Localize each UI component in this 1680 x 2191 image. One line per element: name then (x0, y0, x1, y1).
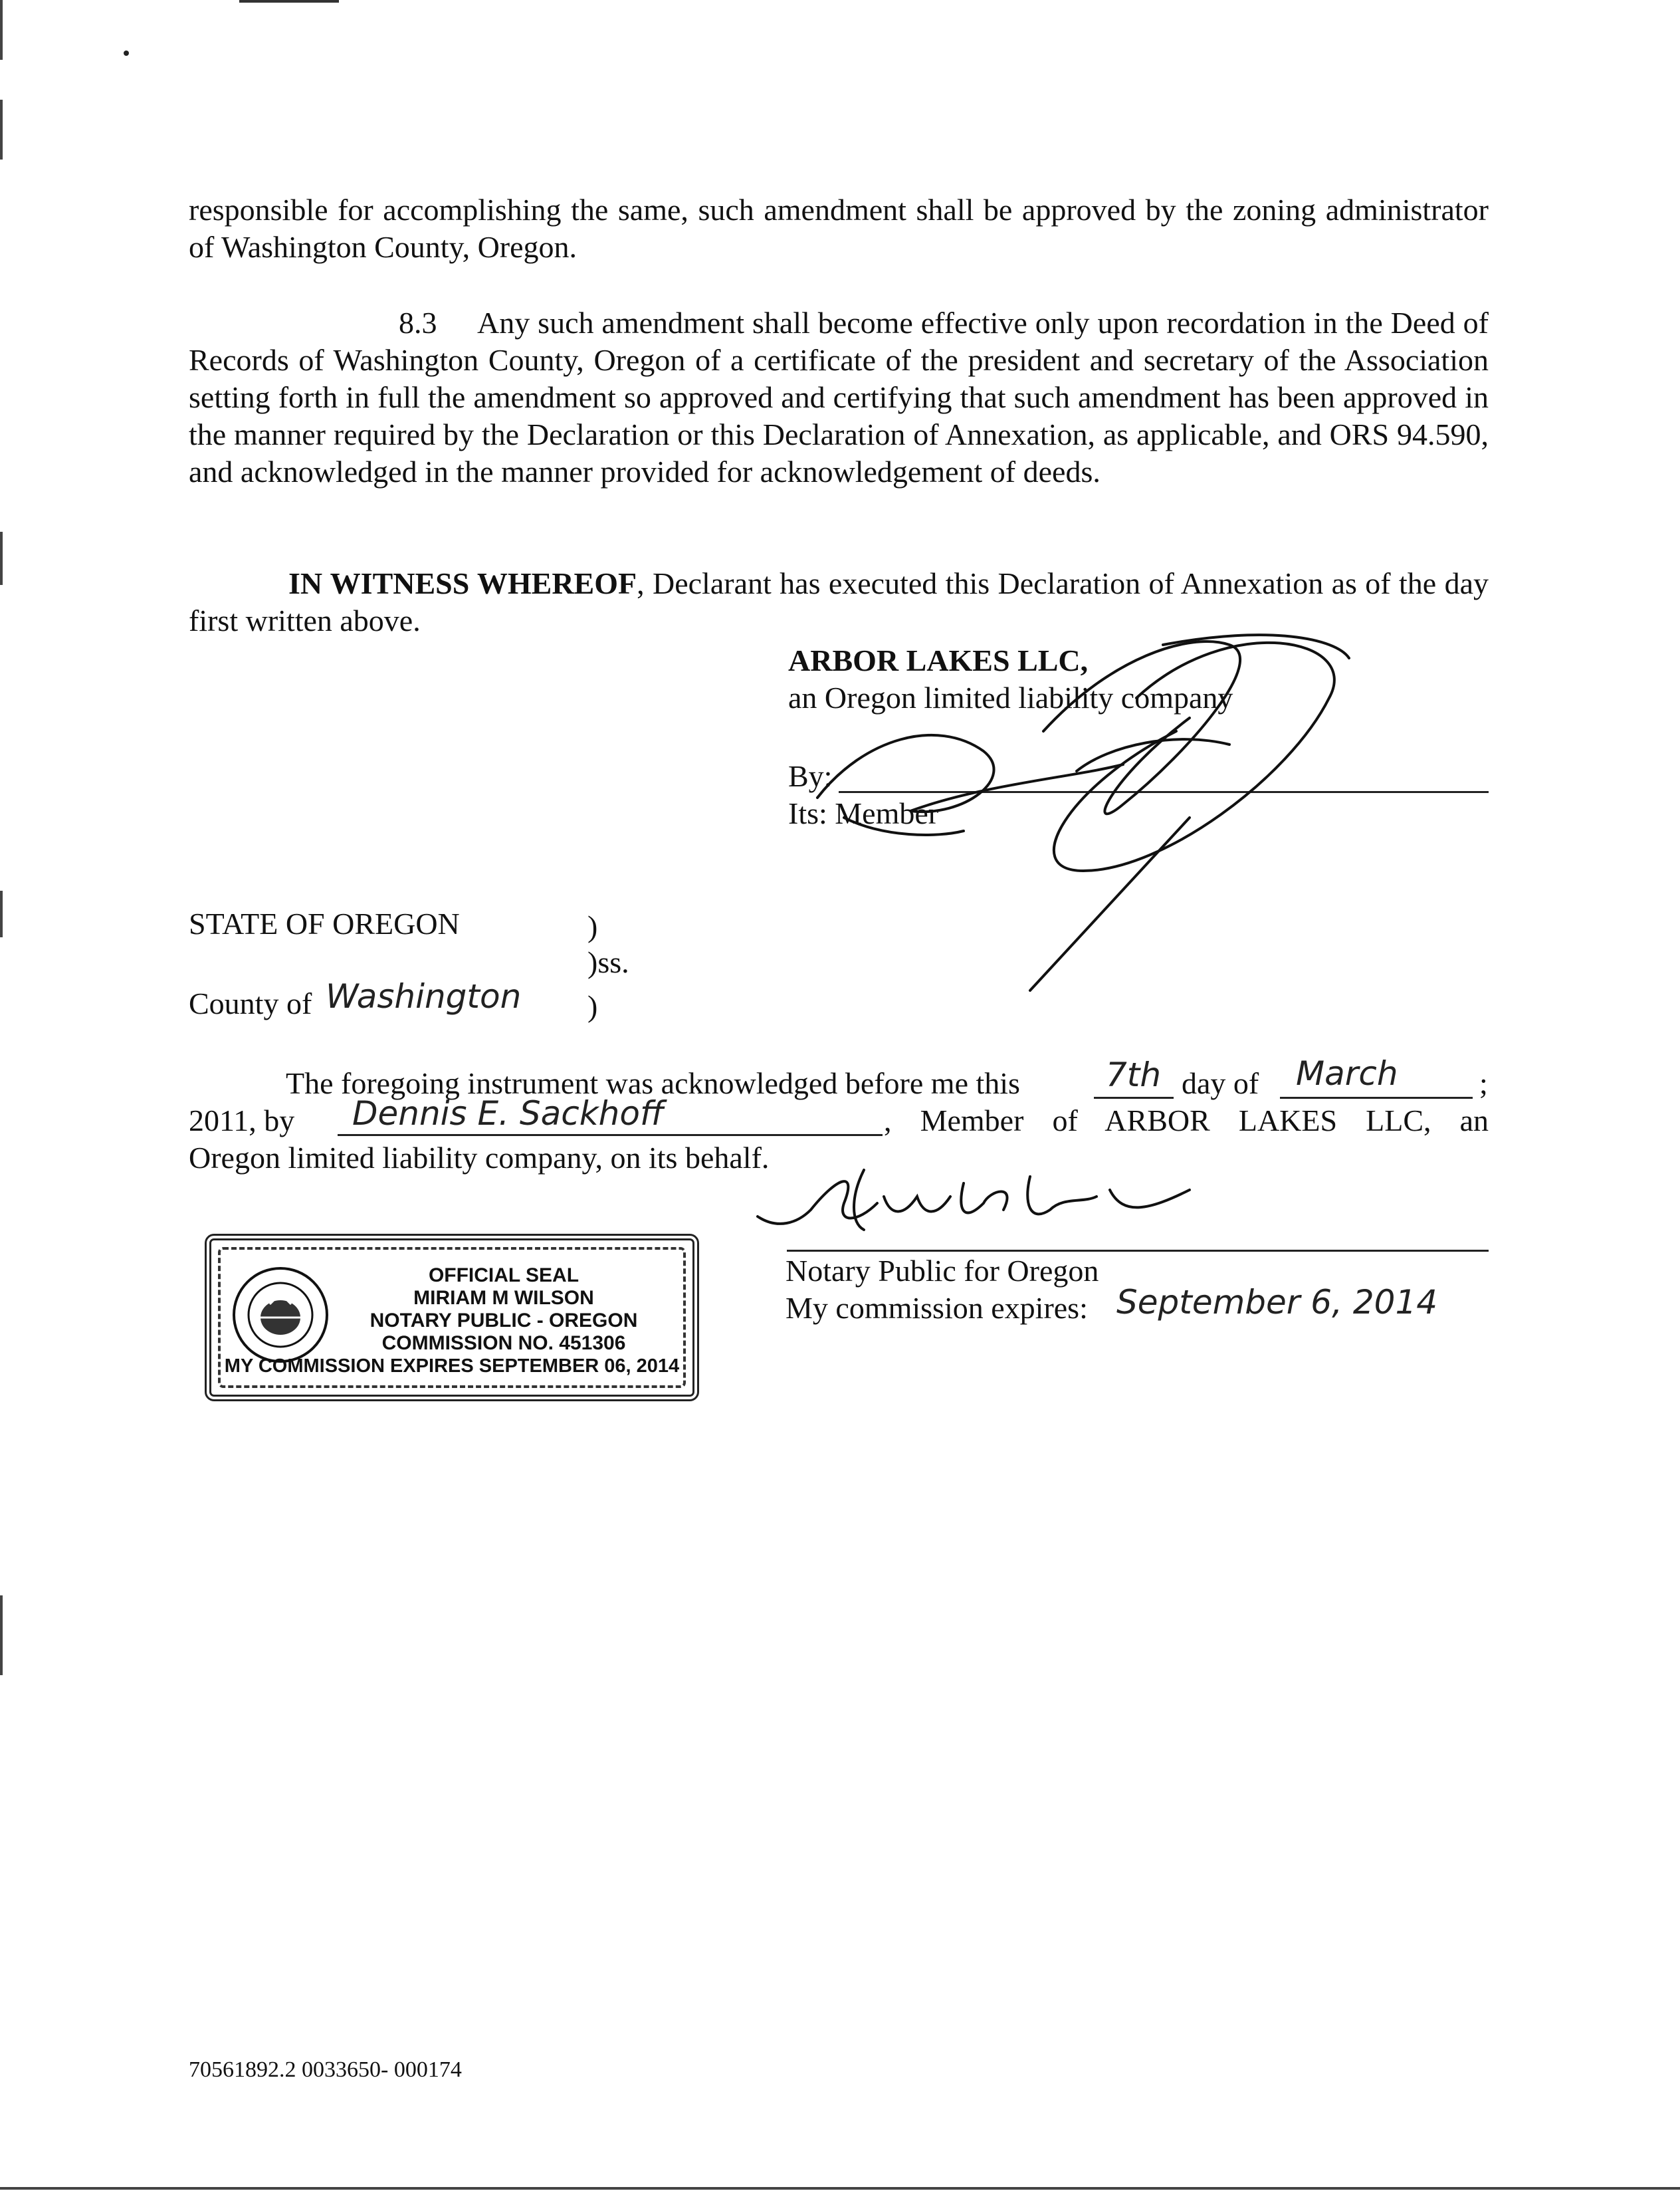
venue-paren: ) (587, 909, 598, 943)
member-signature (764, 618, 1362, 1004)
state-label: STATE OF OREGON (189, 907, 460, 941)
ack-month-handwritten: March (1296, 1054, 1398, 1093)
scan-edge-mark (0, 1595, 3, 1675)
venue-ss: )ss. (587, 945, 629, 979)
section-text: Any such amendment shall become effective only upon recordation in the Deed of Records of Washington County, Oregon of a certificate of the president and secretary of the Association setting forth in full the amendment so approved and certifying that such amendment has been approved in the manner required by the Declaration or this Declaration of Annexation, as applicable, and ORS 94.590, and acknowledged in the manner provided for acknowledgement of deeds. (189, 306, 1489, 489)
seal-line-3: NOTARY PUBLIC - OREGON (369, 1310, 638, 1331)
seal-line-1: OFFICIAL SEAL (428, 1264, 579, 1286)
commission-label: My commission expires: (786, 1291, 1088, 1325)
scan-speck (124, 51, 129, 56)
notary-signature (751, 1157, 1216, 1243)
county-label: County of (189, 986, 312, 1020)
notary-seal-stamp (205, 1234, 699, 1401)
venue-paren: ) (587, 989, 598, 1023)
notary-title: Notary Public for Oregon (786, 1254, 1099, 1288)
ack-month-line (1280, 1097, 1473, 1099)
ack-day-handwritten: 7th (1106, 1056, 1162, 1094)
scan-edge-mark (0, 0, 3, 60)
paragraph-8-3 (189, 304, 1489, 491)
section-number: 8.3 (399, 306, 437, 340)
ack-text-2: day of (1182, 1066, 1259, 1100)
ack-name-handwritten: Dennis E. Sackhoff (352, 1094, 665, 1133)
seal-line-4: COMMISSION NO. 451306 (381, 1332, 626, 1354)
scan-edge-mark (0, 532, 3, 585)
notary-signature-line (787, 1250, 1489, 1252)
scan-edge-mark (0, 100, 3, 160)
witness-text: , Declarant has executed this Declaration of Annexation as of the day first written above. (189, 566, 1489, 637)
ack-day-line (1094, 1097, 1174, 1099)
seal-line-5: MY COMMISSION EXPIRES SEPTEMBER 06, 2014 (224, 1355, 680, 1377)
ack-end-text: Oregon limited liability company, on its behalf. (189, 1141, 770, 1175)
ack-text-1: The foregoing instrument was acknowledged before me this (286, 1066, 1020, 1100)
scan-edge-mark (0, 891, 3, 937)
ack-name-line (338, 1134, 883, 1136)
commission-handwritten: September 6, 2014 (1116, 1283, 1438, 1322)
seal-line-2: MIRIAM M WILSON (413, 1287, 594, 1309)
county-handwritten: Washington (326, 977, 522, 1016)
by-label: By: (788, 759, 833, 793)
its-label: Its: Member (788, 796, 939, 830)
scan-bottom-edge (0, 2187, 1680, 2190)
witness-heading: IN WITNESS WHEREOF (288, 566, 637, 600)
paragraph-amendment-approval: responsible for accomplishing the same, such amendment shall be approved by the zoning administrator of Washington County, Oregon. (189, 193, 1489, 264)
document-id-footer: 70561892.2 0033650- 000174 (189, 2057, 462, 2082)
ack-semicolon: ; (1479, 1066, 1488, 1100)
ack-member-text: , Member of ARBOR LAKES LLC, an (884, 1103, 1489, 1137)
company-description: an Oregon limited liability company (788, 681, 1233, 715)
company-name: ARBOR LAKES LLC, (788, 643, 1089, 677)
ack-year-by: 2011, by (189, 1103, 295, 1137)
scan-speck (239, 0, 339, 3)
oregon-state-seal-emblem (230, 1264, 331, 1365)
